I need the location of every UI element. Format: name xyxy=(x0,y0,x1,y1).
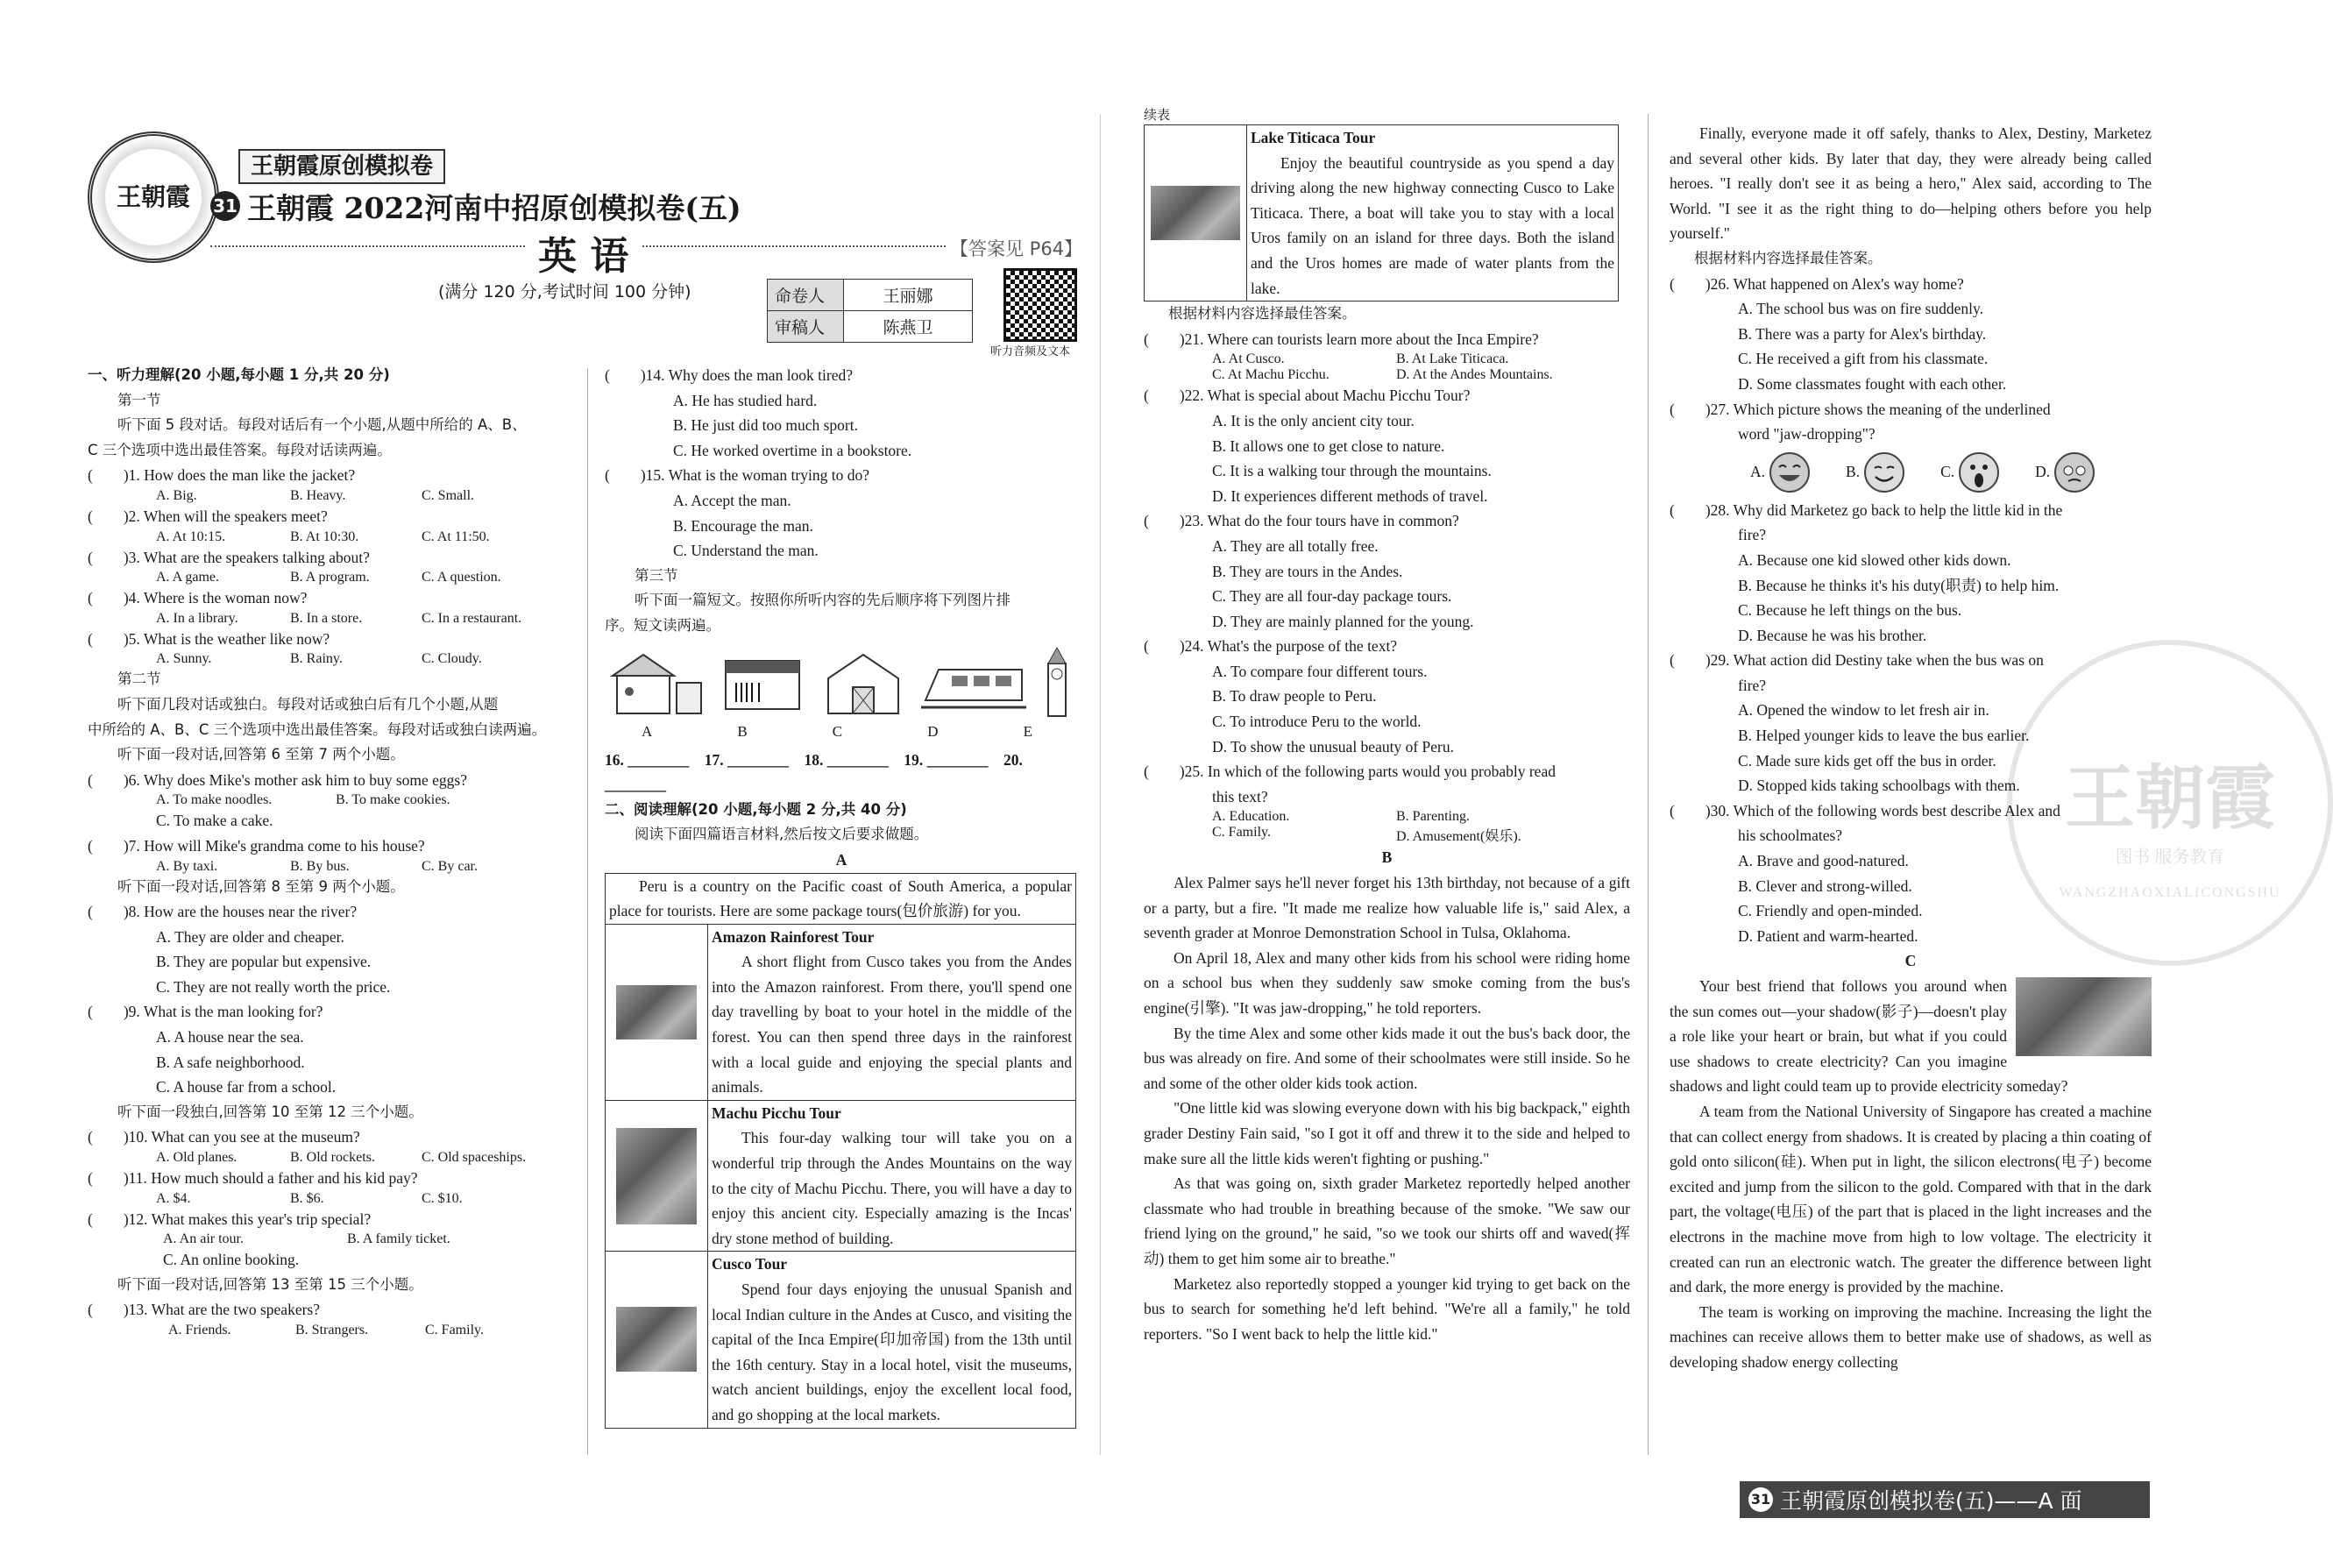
passage-c-intro xyxy=(1670,974,2152,1099)
picture-label: B xyxy=(737,722,748,740)
option[interactable]: C. Friendly and open-minded. xyxy=(1738,902,1923,920)
question-text: ( )26. What happened on Alex's way home? xyxy=(1670,274,1964,293)
logo-text: 王朝霞 xyxy=(116,182,190,211)
options xyxy=(1144,809,1630,825)
option[interactable]: A. Friends. xyxy=(168,1323,231,1337)
footer-text: 王朝霞原创模拟卷(五)——A 面 xyxy=(1780,1488,2082,1514)
option[interactable]: B. In a store. xyxy=(290,610,363,626)
option[interactable]: C. Made sure kids get off the bus in order. xyxy=(1738,751,1996,770)
option[interactable]: A. To make noodles. xyxy=(156,792,273,808)
options xyxy=(88,488,578,504)
option[interactable]: D. xyxy=(2035,463,2051,481)
passage-paragraph: Alex Palmer says he'll never forget his 13th birthday, not because of a gift or a party, but a fire. "It made me realize how valuable life is," said Alex, a seventh grader at Monroe Demonstration School in Tulsa, Oklahoma. xyxy=(1144,874,1635,942)
question-text: ( )25. In which of the following parts would you probably read xyxy=(1144,763,1556,781)
question xyxy=(88,504,578,545)
options xyxy=(88,529,578,545)
option[interactable]: B. Strangers. xyxy=(295,1323,369,1337)
tour-name: Lake Titicaca Tour xyxy=(1251,129,1376,146)
option[interactable]: C. An online booking. xyxy=(163,1251,300,1269)
titicaca-photo xyxy=(1151,186,1240,240)
tour-name: Amazon Rainforest Tour xyxy=(712,927,875,946)
header-logo xyxy=(88,131,219,263)
option[interactable]: A. At 10:15. xyxy=(156,529,226,544)
tour-row xyxy=(606,1252,1075,1427)
option[interactable]: B. A safe neighborhood. xyxy=(156,1053,305,1071)
tour-image-cell xyxy=(606,1101,708,1252)
tour-text-cell xyxy=(1247,125,1618,301)
question-text: ( )5. What is the weather like now? xyxy=(88,629,330,648)
tour-text-cell xyxy=(708,925,1075,1100)
question-text: ( )24. What's the purpose of the text? xyxy=(1144,637,1398,656)
watermark-seal xyxy=(2007,640,2333,966)
question-text: ( )1. How does the man like the jacket? xyxy=(88,466,356,485)
option[interactable]: D. They are mainly planned for the young. xyxy=(1212,612,1474,630)
sec3-desc: 听下面一篇短文。按照你所听内容的先后顺序将下列图片排 xyxy=(635,592,1010,609)
emoji-options xyxy=(1670,447,2152,498)
passage-label: A xyxy=(835,850,847,869)
option[interactable]: C. Because he left things on the bus. xyxy=(1738,601,1962,620)
option[interactable]: D. Amusement(娱乐). xyxy=(1396,829,1521,845)
question-text: ( )9. What is the man looking for? xyxy=(88,1003,323,1021)
option[interactable]: C. Family. xyxy=(425,1323,484,1337)
option[interactable]: C. Old spaceships. xyxy=(422,1150,527,1166)
options xyxy=(88,570,578,585)
question xyxy=(88,463,578,504)
footer-badge: 31 xyxy=(1748,1487,1773,1512)
listening-title: 一、听力理解(20 小题,每小题 1 分,共 20 分) xyxy=(88,366,390,383)
option[interactable]: A. By taxi. xyxy=(156,858,218,874)
sec1-desc: 听下面 5 段对话。每段对话后有一个小题,从题中所给的 A、B、 xyxy=(117,416,527,434)
question-text: ( )8. How are the houses near the river? xyxy=(88,903,358,921)
option[interactable]: C. To make a cake. xyxy=(156,812,273,830)
laughing-face-icon[interactable] xyxy=(1769,451,1811,493)
option[interactable]: A. A house near the sea. xyxy=(156,1028,304,1047)
option[interactable]: B. To make cookies. xyxy=(336,792,450,808)
picture-labels xyxy=(605,720,1078,744)
table-continued: 续表 xyxy=(1144,107,1171,123)
question xyxy=(88,545,578,586)
question xyxy=(88,627,578,668)
tour-row xyxy=(606,925,1075,1101)
passage-paragraph: As that was going on, sixth grader Marketez reportedly helped another classmate who had trouble in breathing because of the smoke. "We saw our friend lying on the ground," he said, "so we took our shirts off and waved(挥动) them to get him some air to breathe." xyxy=(1144,1174,1635,1267)
tour-text: Enjoy the beautiful countryside as you spend a day driving along the new highway connecting Cusco to Lake Titicaca. There, a boat will take you to stay with a local Uros family on an island for three days. Both the island and the Uros homes are made of water plants from the lake. xyxy=(1251,153,1619,297)
picture-row xyxy=(605,648,1078,720)
option[interactable]: B. They are tours in the Andes. xyxy=(1212,562,1403,580)
option[interactable]: A. Accept the man. xyxy=(673,491,791,509)
sec2-title: 第二节 xyxy=(117,670,161,688)
question-text: ( )10. What can you see at the museum? xyxy=(88,1128,360,1146)
option[interactable]: A. To compare four different tours. xyxy=(1212,662,1428,680)
option[interactable]: C. By car. xyxy=(422,858,478,874)
option[interactable]: A. $4. xyxy=(156,1190,191,1206)
question-text: ( )12. What makes this year's trip special? xyxy=(88,1210,372,1228)
option[interactable]: D. To show the unusual beauty of Peru. xyxy=(1212,737,1454,756)
picture-label: E xyxy=(1023,722,1032,740)
reviewer-label: 审稿人 xyxy=(768,311,844,343)
passage-label: B xyxy=(1381,848,1393,867)
option[interactable]: C. He received a gift from his classmate. xyxy=(1738,350,1989,368)
note: 听下面一段对话,回答第 13 至第 15 三个小题。 xyxy=(117,1275,423,1293)
passage-paragraph: Your best friend that follows you around when the sun comes out—your shadow(影子)—doesn't play a role like your heart or brain, but what if you could use shadows to create electricity? Can you imagine shadows and light could team up to provide electricity someday? xyxy=(1670,977,2068,1096)
proposer-label: 命卷人 xyxy=(768,280,844,311)
question-text: fire? xyxy=(1738,676,1767,694)
option[interactable]: A. At Cusco. xyxy=(1212,351,1285,367)
answer-ref: 【答案见 P64】 xyxy=(947,235,1086,261)
sec2-desc: 听下面几段对话或独白。每段对话或独白后有几个小题,从题 xyxy=(117,695,499,713)
option[interactable]: D. Patient and warm-hearted. xyxy=(1738,926,1918,945)
note: 听下面一段对话,回答第 8 至第 9 两个小题。 xyxy=(117,877,405,895)
train-picture-icon xyxy=(921,648,1026,718)
option[interactable]: D. Some classmates fought with each other. xyxy=(1738,374,2007,393)
options xyxy=(88,1323,578,1338)
option[interactable]: C. At 11:50. xyxy=(422,529,490,544)
question-text: ( )22. What is special about Machu Picchu Tour? xyxy=(1144,387,1471,405)
qr-caption: 听力音频及文本 xyxy=(990,345,1071,358)
question-text: ( )27. Which picture shows the meaning of the underlined xyxy=(1670,400,2051,418)
option[interactable]: C. xyxy=(1940,463,1955,481)
option[interactable]: C. It is a walking tour through the mountains. xyxy=(1212,462,1492,480)
shadow-photo xyxy=(2016,977,2152,1056)
column-divider xyxy=(587,368,588,1455)
tour-text-cell xyxy=(708,1252,1075,1427)
surprised-face-icon[interactable] xyxy=(1958,451,2000,493)
question-text: ( )28. Why did Marketez go back to help the little kid in the xyxy=(1670,500,2063,519)
option[interactable]: C. To introduce Peru to the world. xyxy=(1212,713,1422,731)
option[interactable]: A. The school bus was on fire suddenly. xyxy=(1738,300,1983,318)
tour-row xyxy=(1144,124,1619,302)
options xyxy=(88,1150,578,1166)
option[interactable]: A. Brave and good-natured. xyxy=(1738,852,1909,870)
machu-picchu-photo xyxy=(616,1128,697,1224)
options xyxy=(1144,367,1630,383)
options xyxy=(88,1191,578,1207)
tour-image-cell xyxy=(1145,125,1247,301)
watermark-subtext: 图书 服务教育 xyxy=(2115,848,2225,867)
question-text: ( )15. What is the woman trying to do? xyxy=(605,466,869,485)
title-line xyxy=(210,186,876,226)
option[interactable]: C. They are not really worth the price. xyxy=(156,977,391,996)
passage-paragraph: The team is working on improving the machine. Increasing the light the machines can receive allows them to better make use of shadows, as well as developing shadow energy collecting xyxy=(1670,1302,2156,1371)
option[interactable]: A. In a library. xyxy=(156,610,238,626)
reading-title: 二、阅读理解(20 小题,每小题 2 分,共 40 分) xyxy=(605,800,907,818)
tour-text: This four-day walking tour will take you on a wonderful trip through the Andes Mountains on the way to the city of Machu Picchu. There, you will have a day to enjoy this ancient city. Especially amazing is the Incas' dry stone method of building. xyxy=(712,1129,1076,1247)
passage-paragraph: On April 18, Alex and many other kids from his school were riding home on a school bus when they suddenly saw smoke coming from the bus's engine(引擎). "It was jaw-dropping," he told reporters. xyxy=(1144,948,1635,1017)
score-info: (满分 120 分,考试时间 100 分钟) xyxy=(438,282,691,302)
option[interactable]: C. A question. xyxy=(422,570,501,585)
question-text: ( )3. What are the speakers talking about? xyxy=(88,548,370,566)
editor-table xyxy=(767,279,973,343)
column-3 xyxy=(1144,105,1635,1346)
option[interactable]: D. It experiences different methods of travel. xyxy=(1212,486,1488,505)
option[interactable]: C. A house far from a school. xyxy=(156,1078,337,1096)
tour-name: Cusco Tour xyxy=(712,1255,788,1274)
option[interactable]: B. $6. xyxy=(290,1190,324,1206)
tour-text: Spend four days enjoying the unusual Spanish and local Indian culture in the Andes at Cusco, and visiting the capital of the Inca Empire(印加帝国) from the 13th until the 16th century. Stay in a local hotel, visit the museums, watch ancient buildings, enjoy the excellent local food, and go shopping at the local markets. xyxy=(712,1281,1076,1423)
option[interactable]: B. xyxy=(1846,463,1861,481)
passage-paragraph: A team from the National University of Singapore has created a machine that can collect energy from shadows. It is created by placing a thin coating of gold onto silicon(硅). When put in light, the silicon electrons(电子) become excited and jump from the silicon to the gold. Compared with that in the dark part, the voltage(电压) of the part that is placed in the light increases and the electrons in the machine move from high to low voltage. The electricity it created can run an electronic watch. The greater the difference between light and dark, the more energy is provided by the machine. xyxy=(1670,1102,2156,1296)
sec2-desc: 中所给的 A、B、C 三个选项中选出最佳答案。每段对话或独白读两遍。 xyxy=(88,720,547,738)
option[interactable]: B. They are popular but expensive. xyxy=(156,953,372,971)
title-badge: 31 xyxy=(210,191,240,221)
option[interactable]: A. An air tour. xyxy=(163,1231,244,1247)
watermark-text: 王朝霞 xyxy=(2065,761,2275,838)
option[interactable]: B. Old rockets. xyxy=(290,1150,375,1166)
question-text: ( )11. How much should a father and his kid pay? xyxy=(88,1169,418,1188)
question-text: ( )2. When will the speakers meet? xyxy=(88,507,328,525)
sec1-desc: C 三个选项中选出最佳答案。每段对话读两遍。 xyxy=(88,441,392,458)
house-picture-icon xyxy=(608,648,705,718)
question xyxy=(88,585,578,627)
option[interactable]: B. He just did too much sport. xyxy=(673,416,858,435)
option[interactable]: B. A program. xyxy=(290,570,370,585)
page-footer xyxy=(1740,1481,2150,1518)
sec3-desc: 序。短文读两遍。 xyxy=(605,616,720,634)
option[interactable]: A. Big. xyxy=(156,487,197,503)
question-text: ( )13. What are the two speakers? xyxy=(88,1301,320,1319)
option[interactable]: D. At the Andes Mountains. xyxy=(1396,367,1553,383)
passage-label: C xyxy=(1904,952,1917,970)
reviewer-name: 陈燕卫 xyxy=(844,311,973,343)
question-text: ( )21. Where can tourists learn more about the Inca Empire? xyxy=(1144,330,1539,348)
rainforest-photo xyxy=(616,985,697,1039)
option[interactable]: A. Old planes. xyxy=(156,1150,238,1166)
option[interactable]: A. Opened the window to let fresh air in. xyxy=(1738,701,1989,720)
question-text: ( )29. What action did Destiny take when the bus was on xyxy=(1670,651,2044,670)
passage-paragraph: Finally, everyone made it off safely, thanks to Alex, Destiny, Marketez and several other kids. By later that day, they were already being called heroes. "I really don't see it as being a hero," Alex said, according to The World. "I see it as the right thing to do—helping others before you help yourself." xyxy=(1670,124,2156,243)
option[interactable]: B. Helped younger kids to leave the bus earlier. xyxy=(1738,727,2030,745)
passage-paragraph: By the time Alex and some other kids made it out the bus's back door, the bus was already on fire. And some of their schoolmates were still inside. So he and some of the other older kids took action. xyxy=(1144,1024,1635,1092)
option[interactable]: C. Family. xyxy=(1212,825,1271,841)
option[interactable]: C. Understand the man. xyxy=(673,542,819,560)
option[interactable]: C. Small. xyxy=(422,487,475,503)
tower-picture-icon xyxy=(1039,648,1074,718)
picture-label: A xyxy=(642,722,653,740)
option[interactable]: A. They are older and cheaper. xyxy=(156,927,344,946)
options xyxy=(88,651,578,667)
option[interactable]: A. He has studied hard. xyxy=(673,391,818,409)
option[interactable]: A. Because one kid slowed other kids down. xyxy=(1738,550,2011,569)
option[interactable]: C. He worked overtime in a bookstore. xyxy=(673,441,912,459)
option[interactable]: A. It is the only ancient city tour. xyxy=(1212,411,1415,429)
smiling-face-icon[interactable] xyxy=(1863,451,1905,493)
watermark-ring: WANGZHAOXIALICONGSHU xyxy=(2059,885,2281,900)
passage-paragraph: "One little kid was slowing everyone down with his big backpack," eighth grader Destiny Fain said, "so I got it off and threw it to the side and helped to make sure all the little kids weren't fighting or pushing." xyxy=(1144,1099,1635,1167)
barn-picture-icon xyxy=(819,648,907,718)
subject-title: 英 语 xyxy=(526,224,641,280)
question-list-1-5 xyxy=(88,463,578,667)
options xyxy=(88,611,578,627)
brand-tag: 王朝霞原创模拟卷 xyxy=(238,149,445,184)
picture-label: C xyxy=(832,722,843,740)
tour-intro: Peru is a country on the Pacific coast of South America, a popular place for tourists. Here are some package tours(包价旅游) for you. xyxy=(606,874,1075,925)
tour-table xyxy=(605,873,1076,1429)
cusco-photo xyxy=(616,1307,697,1372)
question-text: fire? xyxy=(1738,526,1767,544)
option[interactable]: C. $10. xyxy=(422,1190,463,1206)
option[interactable]: B. To draw people to Peru. xyxy=(1212,687,1377,706)
option[interactable]: A. A game. xyxy=(156,570,219,585)
proposer-name: 王丽娜 xyxy=(844,280,973,311)
option[interactable]: B. Rainy. xyxy=(290,651,343,667)
option[interactable]: B. There was a party for Alex's birthday. xyxy=(1738,324,1987,343)
question-text: ( )7. How will Mike's grandma come to his house? xyxy=(88,836,425,855)
tour-row xyxy=(606,1101,1075,1252)
options xyxy=(1144,351,1630,367)
tour-image-cell xyxy=(606,1252,708,1427)
option[interactable]: B. By bus. xyxy=(290,858,350,874)
note: 听下面一段对话,回答第 6 至第 7 两个小题。 xyxy=(117,746,405,763)
option[interactable]: A. xyxy=(1750,463,1766,481)
option[interactable]: A. Education. xyxy=(1212,809,1290,825)
option[interactable]: A. Sunny. xyxy=(156,651,212,667)
question-text: word "jaw-dropping"? xyxy=(1738,425,1876,443)
tour-name: Machu Picchu Tour xyxy=(712,1103,841,1122)
page-title: 王朝霞 2022河南中招原创模拟卷(五) xyxy=(247,190,741,225)
tour-image-cell xyxy=(606,925,708,1100)
option[interactable]: B. It allows one to get close to nature. xyxy=(1212,436,1445,455)
instruction: 根据材料内容选择最佳答案。 xyxy=(1168,305,1357,323)
picture-label: D xyxy=(927,722,939,740)
option[interactable]: B. Clever and strong-willed. xyxy=(1738,876,1912,895)
options xyxy=(88,792,578,808)
sec3-title: 第三节 xyxy=(635,566,678,584)
tour-text-cell xyxy=(708,1101,1075,1252)
question-text: this text? xyxy=(1212,787,1268,805)
options xyxy=(1144,825,1630,845)
options xyxy=(88,1231,578,1247)
option[interactable]: B. Because he thinks it's his duty(职责) to help him. xyxy=(1738,576,2060,594)
ticket-picture-icon xyxy=(719,648,806,718)
option[interactable]: B. Parenting. xyxy=(1396,809,1470,825)
answer-blanks[interactable]: 16. ________ 17. ________ 18. ________ 19. ________ 20. ________ xyxy=(605,750,1027,794)
option[interactable]: D. Stopped kids taking schoolbags with them. xyxy=(1738,777,2020,795)
option[interactable]: A. They are all totally free. xyxy=(1212,536,1379,555)
question-text: ( )23. What do the four tours have in common? xyxy=(1144,512,1459,530)
options xyxy=(88,859,578,875)
question-text: his schoolmates? xyxy=(1738,827,1843,845)
confused-face-icon[interactable] xyxy=(2053,451,2095,493)
listening-column xyxy=(88,363,578,1338)
column-2 xyxy=(605,363,1078,1429)
qr-code[interactable] xyxy=(1003,268,1077,342)
option[interactable]: B. Heavy. xyxy=(290,487,346,503)
option[interactable]: B. At Lake Titicaca. xyxy=(1396,351,1509,367)
option[interactable]: C. At Machu Picchu. xyxy=(1212,367,1330,383)
tour-text: A short flight from Cusco takes you from the Andes into the Amazon rainforest. From there, you'll spend one day travelling by boat to your hotel in the middle of the forest. You can then spend three days in the rainforest with a local guide and enjoying the special plants and animals. xyxy=(712,953,1076,1096)
sec1-title: 第一节 xyxy=(117,391,161,408)
option[interactable]: B. A family ticket. xyxy=(347,1231,450,1247)
question-text: ( )4. Where is the woman now? xyxy=(88,589,308,607)
column-divider xyxy=(1648,114,1649,1455)
option[interactable]: C. In a restaurant. xyxy=(422,610,522,626)
option[interactable]: C. They are all four-day package tours. xyxy=(1212,587,1452,606)
passage-paragraph: Marketez also reportedly stopped a younger kid trying to get back on the bus to search for something he'd left behind. "We're all a family," he told reporters. "So I went back to help the little kid." xyxy=(1144,1274,1635,1343)
option[interactable]: B. Encourage the man. xyxy=(673,516,813,535)
instruction: 根据材料内容选择最佳答案。 xyxy=(1694,249,1883,266)
question-text: ( )14. Why does the man look tired? xyxy=(605,366,854,384)
option[interactable]: D. Because he was his brother. xyxy=(1738,626,1927,644)
reading-desc: 阅读下面四篇语言材料,然后按文后要求做题。 xyxy=(635,826,929,843)
note: 听下面一段独白,回答第 10 至第 12 三个小题。 xyxy=(117,1103,423,1120)
question-text: ( )30. Which of the following words best describe Alex and xyxy=(1670,801,2060,819)
question-text: ( )6. Why does Mike's mother ask him to buy some eggs? xyxy=(88,770,467,789)
option[interactable]: C. Cloudy. xyxy=(422,651,482,667)
option[interactable]: B. At 10:30. xyxy=(290,529,359,544)
column-divider xyxy=(1100,114,1101,1455)
